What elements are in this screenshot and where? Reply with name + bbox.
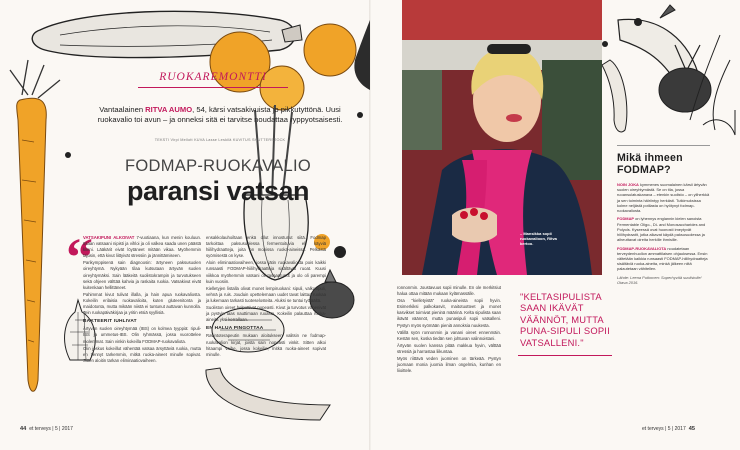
ritva-photo xyxy=(402,0,602,275)
seed-dot-illustration xyxy=(334,246,346,258)
body-column-1 xyxy=(83,235,201,365)
paragraph-text: 7-vuotiaana, kun menin kouluun. Itsaan vatsaani nipisti ja vihloi ja oli valkea saada unen päästä kiinni. Lääkärit eivät löytäneet mitään vikaa. Myöhemmin tajusin, että kivut liittyivät stressiin ja jännittämiseen. xyxy=(83,235,201,259)
title-line-1: FODMAP-RUOKAVALIO xyxy=(124,157,311,175)
paragraph: Kielletyjen listalla olivat monet lempiruokani: sipuli, valkosipuli, vehnä ja ruis. Jouduin opettelemaan uudet tavat laittaa ruokaa ja lukemaan tarkasti tuoteselosteita. Aluksi se tuntui työläältä. xyxy=(206,285,326,303)
magazine-issue-right: et terveys | 5 | 2017 xyxy=(642,426,686,432)
paragraph: Ravintoterapeutin mukaan aloitukseen valitsin ne fodmap-ruokavalion kirjat, joista sain nopeasti vinkit. Sitten alkoi hitaampi vaihe, jossa kokeilin, mitkä ruoka-aineet sopivat minulle. xyxy=(206,333,326,357)
body-column-3 xyxy=(397,285,501,375)
sidebar-lead-in: NOIN JOKA xyxy=(617,182,639,187)
folio-left xyxy=(20,426,73,432)
sidebar-body xyxy=(617,182,711,288)
section-kicker: RUOKAREMONTTI xyxy=(159,71,267,83)
lede-before: Vantaalainen xyxy=(99,105,144,114)
sidebar-text: kymmenes suomalainen kärsii ärtyvän suolen oireyhtymästä. Se on tila, jossa ruoansulatuskanava – etenkin suolisto – on yliherkkä ja sen toiminta häiriintyy herkästi. Tutkimuksissa kolme neljästä potilasta on hyötynyt fodmap-ruokavaliosta. xyxy=(617,182,710,214)
paragraph xyxy=(83,235,201,259)
paragraph: Aloin eliminaatiovaiheen, jossa jätin ruokavaliosta pois kaikki runsaasti FODMAP-hiilihydraatteja sisältävät ruoat. Kuusi viikkoa myöhemmin vatsani oli tasaantunut ja olo oli parempi kuin vuosiin. xyxy=(206,260,326,284)
byline: TEKSTI Virpi Mellott KUVA Lasse Leskilä KUVITUS SHUTTERSTOCK xyxy=(154,138,286,142)
seed-dot-illustration xyxy=(602,41,608,47)
sidebar-title: Mikä ihmeen FODMAP? xyxy=(617,152,683,176)
sidebar-source: Lähde: Leena Putkonen: Superhyvää suolistolle! Otava 2016. xyxy=(617,274,702,286)
lead-in: VATSAKIPUNI ALKOIVAT xyxy=(83,235,135,240)
page-number-left: 44 xyxy=(20,426,27,432)
leaf-illustration xyxy=(354,20,370,90)
sidebar-text: noudatetaan terveydenhuollon ammattilaisen ohjauksessa. Ensin vältetään kaikkia runsaasti FODMAP-hiilihydraatteja sisältäviä ruoka-aineita, minkä jälkeen niitä palautetaan vähitellen. xyxy=(617,245,708,272)
paragraph: Pahimmat kivut tulivat illalla, ja hain apua ruokavaliosta. Kokeilin erilaisia ruokavalioita, kuten gluteenitonta ja maidotonta, mutta mikään niistä ei tuntunut auttavan kunnolla. Tein ruokapäiväkirjaa ja yritin etsiä syyllisiä. xyxy=(83,291,201,316)
paragraph: ronnonmin. Joustavuus sopii minulle. En ole merkitsiut halua ottaa mitään mukaan kylämassälle. xyxy=(397,285,501,297)
magazine-issue-left: et terveys | 5 | 2017 xyxy=(29,426,73,432)
paragraph: Suoliston oireet helpottivat nopeasti. Kivut ja turvotus vähenivät ja pystyin taas nauttimaan ruoasta. Kokeilin palauttaa ruoka-aineita yksi kerrallaan. xyxy=(206,305,326,323)
sidebar-lead-in: FODMAP xyxy=(617,216,635,222)
kicker-rule xyxy=(138,87,288,88)
sidebar-paragraph xyxy=(617,182,711,213)
article-lede xyxy=(90,105,350,125)
paragraph: Olin joskus kokeillut vähentää vatsaa ärsyttäviä ruokia, mutta en tiennyt tarkemmin, mitkä ruoka-aineet minulle sopivat. Sitten aloitin tarkan eliminaatiovaiheen. xyxy=(83,345,201,363)
pull-quote: "KELTASIPULISTA SAAN IKÄVÄT VÄÄNNÖT, MUTTA PUNA-SIPULI SOPII VATSALLENI." xyxy=(520,291,610,348)
sidebar-lead-in: FODMAP-RUOKAVALIOTA xyxy=(617,245,667,251)
paragraph: Välillä syön ronnonmin ja vanani oireet ennenmäin. Kestän sen, koska tiedän sen johtuvan valinnoistani. xyxy=(397,329,501,341)
paragraph: Ärtyvän suolen kanssa pitää makkua hyvin, välttää stressiä ja harrastaa liikuntaa. xyxy=(397,342,501,354)
sidebar-text: on lyhennys englannin kielen sanoista Fermentable Oligo-, Di- and Monosaccharides and Polyols. Kyseessä ovat huonosti imeytyvät hiilihydraatit, jotka alkavat käydä paksusuolessa ja aiheuttavat oireita herkille ihmisille. xyxy=(617,216,706,243)
subheading: EN HALUA PINGOTTAA xyxy=(206,326,264,332)
radish-illustration xyxy=(703,110,735,135)
folio-right xyxy=(642,426,695,432)
paragraph: Ärtyvän suolen oireyhtymää (IBS) on kolmea tyyppiä: ripuli-IBS ja ummetus-IBS. Olin ryhmässä, jossa vuorottelee molemmat. Sain vinkin kokeilla FODMAP-ruokavaliota. xyxy=(83,326,201,344)
page-number-right: 45 xyxy=(688,426,695,432)
pull-quote-rule xyxy=(518,355,612,356)
body-column-2 xyxy=(206,235,326,359)
subheading: BAKTEERIT IUHLIVAT xyxy=(83,319,137,325)
seed-dot-illustration xyxy=(357,112,363,118)
seed-dot-illustration xyxy=(65,152,71,158)
lede-name: RITVA AUMO xyxy=(145,105,193,114)
paragraph: Osa "kielletyistä" ruoka-aineista sopii hyvin. Esimerkiksi palkokasvit, maitotuotteet ja monet kasvikset toimivat pieninä määrinä. Kelta sipulista saan ikävät väännöt, mutta punasipuli sopii vatsalleni. Pystyn myös syömään pieniä annoksia nuukesta. xyxy=(397,298,501,328)
paragraph: Parikymppisenä sain diagnoosin: ärtyneen paksusuolen oireyhtymä. Nykyään tilaa kutsutaan ärtyvän suolen oireyhtymäksi. Sain lääkeitä suolistokrampin ja turvotukseen sekä ohjeen välttää kahvia ja raskaita ruokia. Vatsakivut eivät kuitenkaan hellittäneet. xyxy=(83,260,201,290)
carrot-illustration xyxy=(10,60,60,391)
sidebar-paragraph xyxy=(617,246,711,272)
photo-caption: – Mansikka sopii ruokavalioon, Ritva kertoo. xyxy=(520,231,557,247)
paragraph: ensakkolauhoiltaan enkä ollut innostunut siitä. Fodmap tarkoittaa paksusuolessa fermentoituvia eli käyviä hiilihydraatteja, joita on monissa ruoka-aineissa. Pelkästä syömisestä on kyse. xyxy=(206,235,326,259)
quote-mark-icon: “ xyxy=(66,227,93,287)
sidebar-paragraph xyxy=(617,216,711,242)
sidebar-rule xyxy=(617,145,710,146)
title-line-2: paransi vatsan xyxy=(126,176,310,206)
paragraph: Myös riittävä veden juominen on tärkeää. Pystyn juomaan monia juomia ilman ongelmia, kunhan en liioittele. xyxy=(397,356,501,374)
orange-illustration xyxy=(304,24,356,76)
lede-after: , 54, kärsi vatsakivuista jo pikkutyttönä. Uusi ruokavalio toi avun – ja onneksi sitä ei tarvitse noudattaa ryppyotsaisesti. xyxy=(97,105,343,124)
seed-dot-illustration xyxy=(634,18,642,26)
